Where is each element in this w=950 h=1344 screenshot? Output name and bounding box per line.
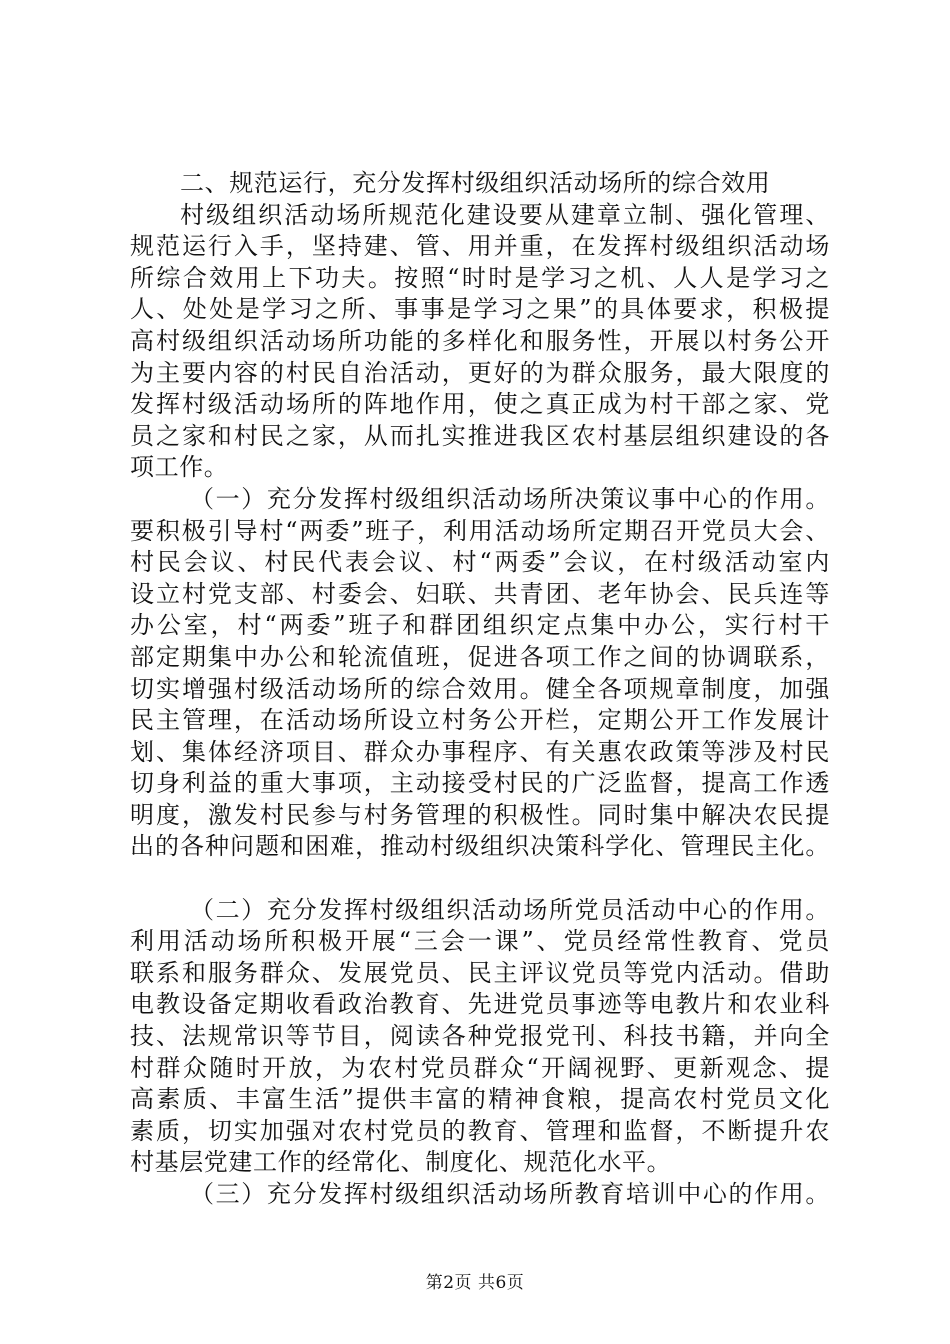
paragraph-line: 切实增强村级活动场所的综合效用。健全各项规章制度，加强 <box>130 674 830 703</box>
paragraph-line: 划、集体经济项目、群众办事程序、有关惠农政策等涉及村民 <box>130 737 830 766</box>
paragraph-line: 项工作。 <box>130 453 229 482</box>
document-body <box>130 168 830 1211</box>
paragraph-line: 设立村党支部、村委会、妇联、共青团、老年协会、民兵连等 <box>130 579 830 608</box>
paragraph-line: 素质，切实加强对农村党员的教育、管理和监督，不断提升农 <box>130 1116 830 1145</box>
paragraph-line: 为主要内容的村民自治活动，更好的为群众服务，最大限度的 <box>130 358 830 387</box>
paragraph-gap <box>130 863 830 895</box>
paragraph-line: 明度，激发村民参与村务管理的积极性。同时集中解决农民提 <box>130 800 830 829</box>
paragraph-line: 所综合效用上下功夫。按照“时时是学习之机、人人是学习之 <box>130 263 830 292</box>
paragraph-line: 人、处处是学习之所、事事是学习之果”的具体要求，积极提 <box>130 295 830 324</box>
paragraph-line: 村级组织活动场所规范化建设要从建章立制、强化管理、 <box>180 200 830 229</box>
paragraph-line: 规范运行入手，坚持建、管、用并重，在发挥村级组织活动场 <box>130 232 830 261</box>
subsection-heading: （三）充分发挥村级组织活动场所教育培训中心的作用。 <box>190 1180 830 1208</box>
paragraph-line: 高村级组织活动场所功能的多样化和服务性，开展以村务公开 <box>130 326 830 355</box>
section-title: 二、规范运行，充分发挥村级组织活动场所的综合效用 <box>180 169 771 197</box>
paragraph-line: 部定期集中办公和轮流值班，促进各项工作之间的协调联系， <box>130 642 830 671</box>
paragraph-line: 员之家和村民之家，从而扎实推进我区农村基层组织建设的各 <box>130 421 830 450</box>
paragraph-line: 办公室，村“两委”班子和群团组织定点集中办公，实行村干 <box>130 611 830 640</box>
paragraph-line: 发挥村级活动场所的阵地作用，使之真正成为村干部之家、党 <box>130 390 830 419</box>
paragraph-line: 村群众随时开放，为农村党员群众“开阔视野、更新观念、提 <box>130 1053 830 1082</box>
paragraph-line: 电教设备定期收看政治教育、先进党员事迹等电教片和农业科 <box>130 990 830 1019</box>
page-footer: 第2页 共6页 <box>425 1273 525 1293</box>
paragraph-line: 高素质、丰富生活”提供丰富的精神食粮，提高农村党员文化 <box>130 1085 830 1114</box>
subsection-heading: （二）充分发挥村级组织活动场所党员活动中心的作用。 <box>190 895 830 924</box>
paragraph-line: 出的各种问题和困难，推动村级组织决策科学化、管理民主化。 <box>130 832 830 861</box>
paragraph-line: 利用活动场所积极开展“三会一课”、党员经常性教育、党员 <box>130 927 830 956</box>
paragraph-line: 民主管理，在活动场所设立村务公开栏，定期公开工作发展计 <box>130 706 830 735</box>
paragraph-line: 村民会议、村民代表会议、村“两委”会议，在村级活动室内 <box>130 548 830 577</box>
paragraph-line: 联系和服务群众、发展党员、民主评议党员等党内活动。借助 <box>130 958 830 987</box>
paragraph-line: 要积极引导村“两委”班子，利用活动场所定期召开党员大会、 <box>130 516 830 545</box>
subsection-heading: （一）充分发挥村级组织活动场所决策议事中心的作用。 <box>190 484 830 513</box>
paragraph-line: 村基层党建工作的经常化、制度化、规范化水平。 <box>130 1148 672 1177</box>
paragraph-line: 切身利益的重大事项，主动接受村民的广泛监督，提高工作透 <box>130 769 830 798</box>
paragraph-line: 技、法规常识等节目，阅读各种党报党刊、科技书籍，并向全 <box>130 1022 830 1051</box>
